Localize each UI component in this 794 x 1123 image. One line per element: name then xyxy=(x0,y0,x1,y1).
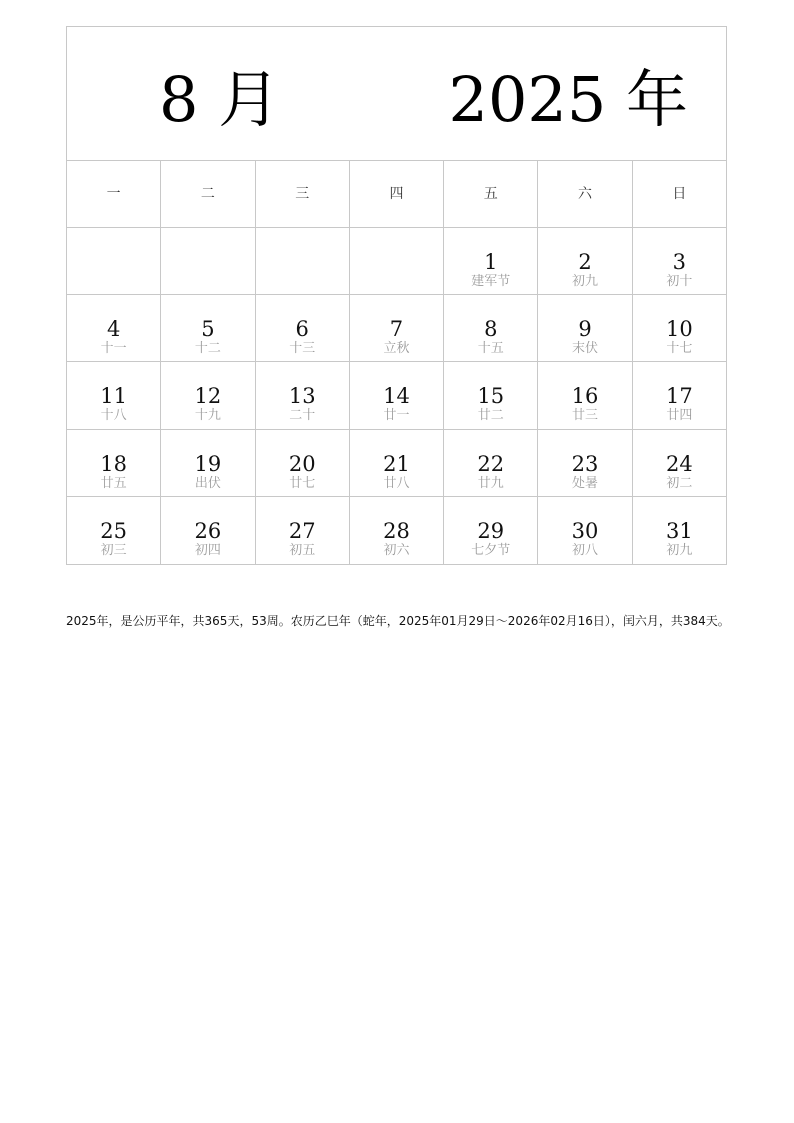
day-cell xyxy=(633,228,726,294)
lunar-date: 廿七 xyxy=(289,475,316,491)
day-number: 13 xyxy=(288,384,316,409)
day-number: 19 xyxy=(194,451,222,476)
day-number: 16 xyxy=(571,384,599,409)
day-cell xyxy=(67,430,161,496)
lunar-date: 廿八 xyxy=(383,475,410,491)
day-cell xyxy=(67,362,161,428)
lunar-date: 廿三 xyxy=(572,408,599,424)
day-cell xyxy=(538,430,632,496)
lunar-date: 初八 xyxy=(572,542,599,558)
day-cell xyxy=(350,295,444,361)
lunar-date: 初十 xyxy=(666,274,693,289)
day-number: 26 xyxy=(194,518,222,543)
day-cell xyxy=(256,362,350,428)
day-number: 2 xyxy=(578,250,592,274)
day-number: 5 xyxy=(201,317,215,342)
lunar-date: 初五 xyxy=(289,542,316,558)
lunar-date: 廿二 xyxy=(477,408,504,424)
week-row xyxy=(67,295,726,362)
day-number: 3 xyxy=(672,250,687,274)
day-cell xyxy=(161,295,255,361)
week-row xyxy=(67,497,726,564)
lunar-date: 廿五 xyxy=(100,475,127,491)
day-number: 29 xyxy=(477,518,505,543)
year-summary-note: 2025年，是公历平年，共365天，53周。农历乙巳年（蛇年，2025年01月29日～2026年02月16日），闰六月，共384天。 xyxy=(66,614,730,628)
lunar-date: 末伏 xyxy=(572,341,599,357)
day-number: 12 xyxy=(194,384,222,409)
day-number: 17 xyxy=(665,384,693,409)
weekday-wed: 三 xyxy=(256,161,350,227)
lunar-date: 廿一 xyxy=(383,408,410,424)
day-cell xyxy=(256,430,350,496)
lunar-date: 十一 xyxy=(100,341,127,357)
day-cell xyxy=(67,228,161,294)
weekday-fri: 五 xyxy=(444,161,538,227)
weekday-sat: 六 xyxy=(538,161,632,227)
day-number: 15 xyxy=(477,384,505,409)
day-number: 14 xyxy=(383,384,410,409)
lunar-date: 十八 xyxy=(100,408,127,424)
day-number: 21 xyxy=(383,451,410,476)
day-number: 10 xyxy=(665,317,693,342)
lunar-date: 立秋 xyxy=(383,341,410,357)
day-number: 8 xyxy=(484,317,498,342)
day-cell xyxy=(350,430,444,496)
day-number: 28 xyxy=(383,518,410,543)
weekday-header-row xyxy=(67,161,726,228)
calendar-grid xyxy=(67,228,726,564)
day-cell xyxy=(256,295,350,361)
day-number: 24 xyxy=(665,451,693,476)
day-number: 18 xyxy=(100,451,127,476)
day-number: 1 xyxy=(484,250,498,274)
day-cell xyxy=(161,497,255,564)
day-number: 30 xyxy=(571,518,599,543)
day-cell xyxy=(633,430,726,496)
lunar-date: 处暑 xyxy=(572,475,599,491)
day-cell xyxy=(444,362,538,428)
weekday-thu: 四 xyxy=(350,161,444,227)
day-cell xyxy=(538,295,632,361)
day-number: 25 xyxy=(100,518,127,543)
day-cell xyxy=(633,497,726,564)
day-cell xyxy=(350,362,444,428)
lunar-date: 十七 xyxy=(666,341,693,357)
week-row xyxy=(67,430,726,497)
day-number: 20 xyxy=(288,451,316,476)
lunar-date: 十九 xyxy=(194,408,221,424)
day-cell xyxy=(444,228,538,294)
lunar-date: 廿四 xyxy=(666,408,693,424)
lunar-date: 初二 xyxy=(666,475,693,491)
day-cell xyxy=(161,228,255,294)
calendar xyxy=(66,26,727,565)
day-cell xyxy=(538,497,632,564)
weekday-tue: 二 xyxy=(161,161,255,227)
day-cell xyxy=(633,295,726,361)
day-cell xyxy=(161,430,255,496)
day-number: 9 xyxy=(578,317,592,342)
day-number: 4 xyxy=(106,317,121,342)
day-cell xyxy=(538,362,632,428)
day-number: 23 xyxy=(571,451,599,476)
day-cell xyxy=(350,228,444,294)
day-cell xyxy=(444,295,538,361)
weekday-sun: 日 xyxy=(672,186,687,202)
day-cell xyxy=(67,295,161,361)
lunar-date: 初四 xyxy=(194,542,221,558)
day-cell xyxy=(444,430,538,496)
lunar-date: 十三 xyxy=(289,341,316,357)
day-cell xyxy=(444,497,538,564)
lunar-date: 初三 xyxy=(100,542,127,558)
day-cell xyxy=(67,497,161,564)
day-number: 31 xyxy=(665,518,693,543)
day-number: 22 xyxy=(477,451,505,476)
lunar-date: 初九 xyxy=(666,542,693,558)
day-cell xyxy=(256,228,350,294)
weekday-mon: 一 xyxy=(67,161,161,227)
lunar-date: 出伏 xyxy=(194,475,221,491)
day-number: 6 xyxy=(295,317,309,342)
lunar-date: 廿九 xyxy=(477,475,504,491)
lunar-date: 十二 xyxy=(194,341,221,357)
day-cell xyxy=(161,362,255,428)
lunar-date: 初九 xyxy=(572,274,599,289)
lunar-date: 七夕节 xyxy=(471,542,511,558)
lunar-date: 建军节 xyxy=(471,274,511,289)
day-cell xyxy=(350,497,444,564)
year-title: 2025 年 xyxy=(448,63,688,136)
lunar-date: 二十 xyxy=(289,408,316,424)
day-number: 11 xyxy=(100,384,127,409)
week-row xyxy=(67,362,726,429)
day-cell xyxy=(256,497,350,564)
calendar-header xyxy=(67,27,726,161)
week-row xyxy=(67,228,726,295)
day-cell xyxy=(633,362,726,428)
day-number: 27 xyxy=(288,518,316,543)
lunar-date: 初六 xyxy=(383,542,410,558)
day-number: 7 xyxy=(389,317,404,342)
month-title: 8 月 xyxy=(159,63,281,136)
lunar-date: 十五 xyxy=(477,341,504,357)
day-cell xyxy=(538,228,632,294)
